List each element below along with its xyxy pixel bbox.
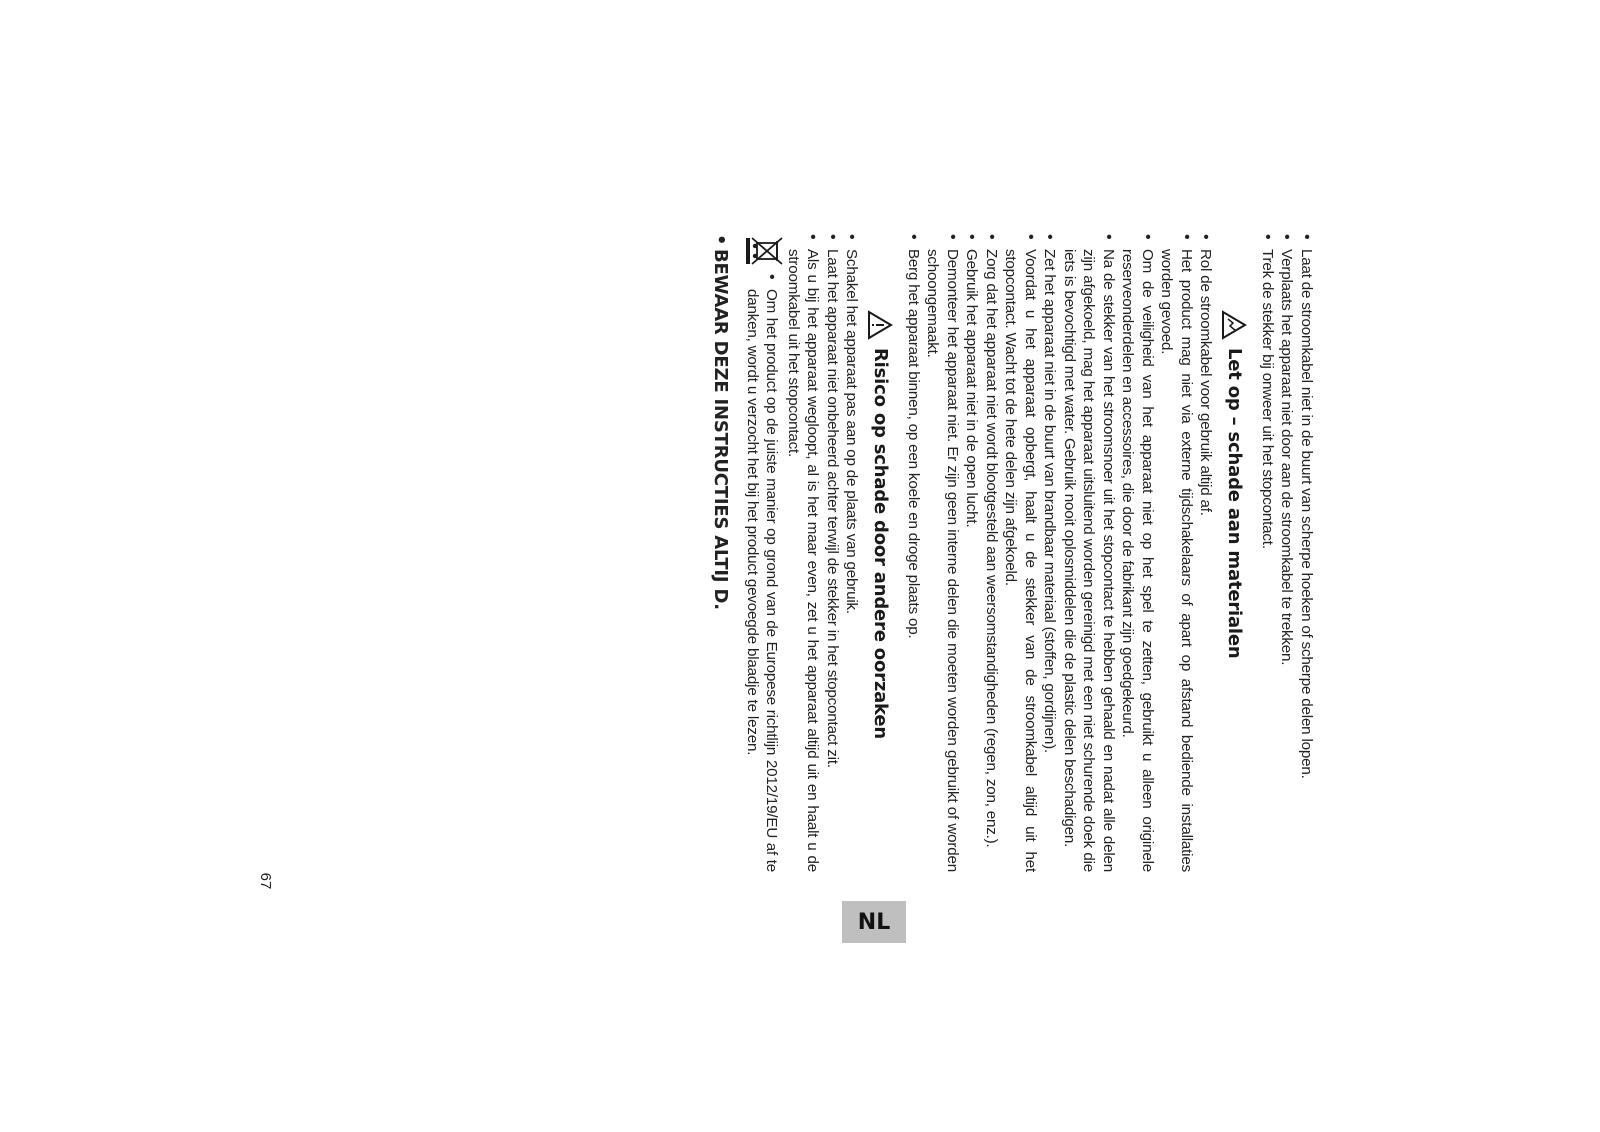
list-item: • Rol de stroomkabel voor gebruik altijd af. <box>1196 232 1216 872</box>
list-item: • Gebruik het apparaat niet in de open lucht. <box>962 232 982 872</box>
list-item: • Demonteer het apparaat niet. Er zijn geen interne delen die moeten worden gebruikt of worden schoongemaakt. <box>923 232 962 872</box>
list-item: • Verplaats het apparaat niet door aan de stroomkabel te trekken. <box>1277 232 1297 872</box>
crossed-bin-icon <box>746 234 786 268</box>
section-heading-other-causes <box>868 310 894 872</box>
language-badge-label: NL <box>857 909 891 935</box>
rotated-content <box>460 232 1316 872</box>
list-item: • Zorg dat het apparaat niet wordt blootgesteld aan weersomstandigheden (regen, zon, enz.). <box>982 232 1002 872</box>
list-item: • Om het product op de juiste manier op grond van de Europese richtlijn 2012/19/EU af te danken, wordt u verzocht het bij het product gevoegde blaadje te lezen. <box>743 272 782 872</box>
material-damage-list <box>904 232 1216 872</box>
warning-triangle-icon <box>868 310 894 340</box>
weee-disposal-note <box>743 232 782 872</box>
top-bullet-list <box>1258 232 1317 872</box>
text-column <box>711 232 1316 872</box>
list-item: • Als u bij het apparaat wegloopt, al is het maar even, zet u het apparaat altijd uit en haalt u de stroomkabel uit het stopcontact. <box>784 232 823 872</box>
weee-list <box>743 272 782 872</box>
list-item: • Na de stekker van het stroomsnoer uit het stopcontact te hebben gehaald en nadat alle delen zijn afgekoeld, mag het apparaat uitsluitend worden gereinigd met een niet schurende doek die iets is bevochtigd met water. Gebruik nooit oplosmiddelen die de plastic delen beschadigen. <box>1060 232 1119 872</box>
list-item: • Zet het apparaat niet in de buurt van brandbaar materiaal (stoffen, gordijnen). <box>1040 232 1060 872</box>
list-item: • Voordat u het apparaat opbergt, haalt u de stekker van de stroomkabel altijd uit het stopcontact. Wacht tot de hete delen zijn afgekoeld. <box>1001 232 1040 872</box>
list-item: • Laat de stroomkabel niet in de buurt van scherpe hoeken of scherpe delen lopen. <box>1297 232 1317 872</box>
keep-instructions-note: • BEWAAR DEZE INSTRUCTIES ALTIJ D. <box>711 232 731 872</box>
list-item: • Om de veiligheid van het apparaat niet op het spel te zetten, gebruikt u alleen originele reserveonderdelen en accessoires, die door de fabrikant zijn goedgekeurd. <box>1118 232 1157 872</box>
warning-triangle-icon <box>1222 310 1248 340</box>
list-item: • Trek de stekker bij onweer uit het stopcontact. <box>1258 232 1278 872</box>
page-number: 67 <box>257 872 275 890</box>
other-causes-list <box>784 232 862 872</box>
list-item: • Laat het apparaat niet onbeheerd achter terwijl de stekker in het stopcontact zit. <box>823 232 843 872</box>
language-badge <box>842 901 906 943</box>
document-page <box>460 232 1315 1088</box>
list-item: • Schakel het apparaat pas aan op de plaats van gebruik. <box>842 232 862 872</box>
section-title: Let op – schade aan materialen <box>1224 348 1246 659</box>
list-item: • Het product mag niet via externe tijdschakelaars of apart op afstand bediende installaties worden gevoed. <box>1157 232 1196 872</box>
section-heading-material-damage <box>1222 310 1248 872</box>
list-item: • Berg het apparaat binnen, op een koele en droge plaats op. <box>904 232 924 872</box>
section-title: Risico op schade door andere oorzaken <box>870 348 892 739</box>
